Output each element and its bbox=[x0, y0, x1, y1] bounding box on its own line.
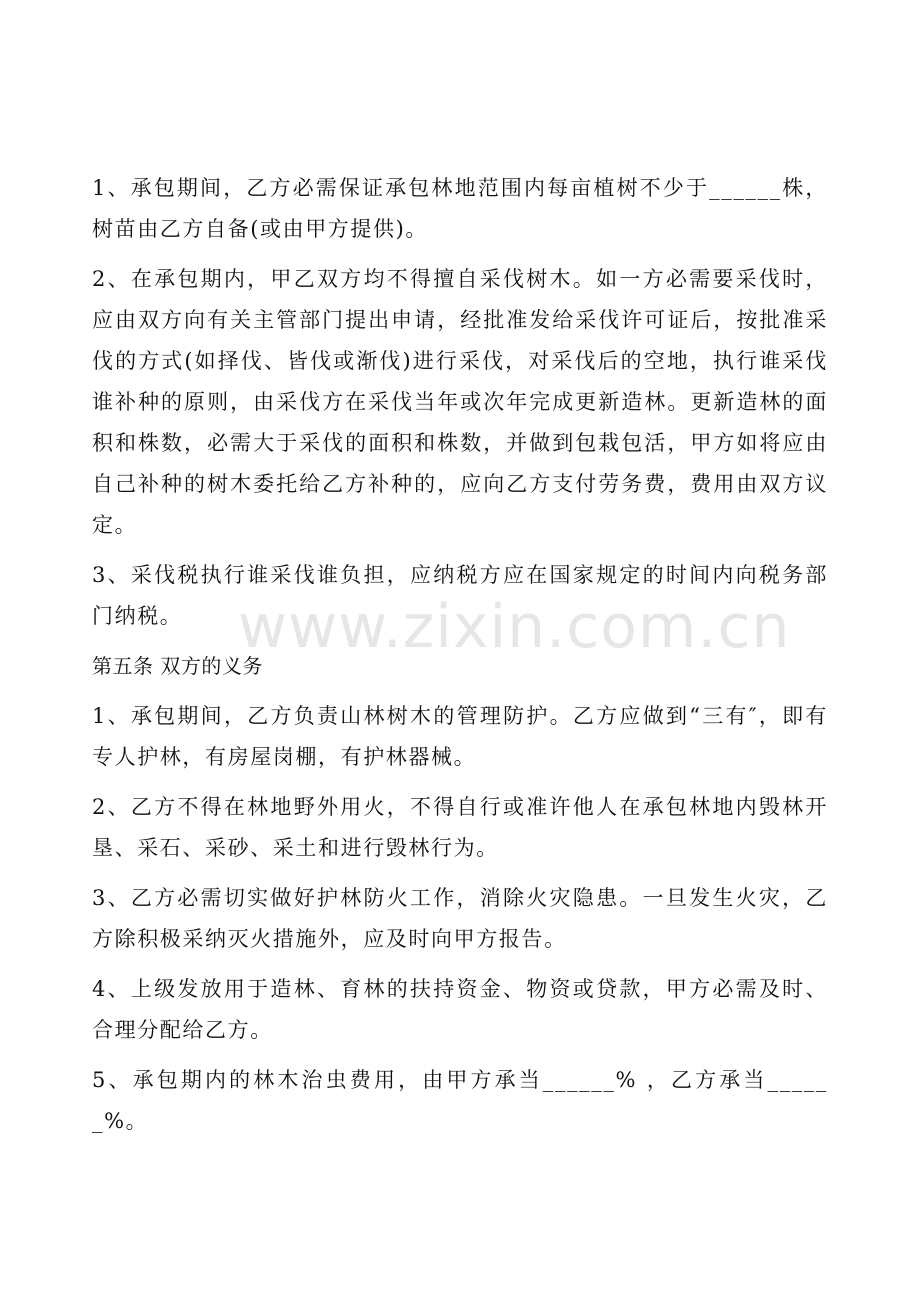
section-heading: 第五条 双方的义务 bbox=[92, 654, 263, 678]
obligation-paragraph-4: 4、上级发放用于造林、育林的扶持资金、物资或贷款，甲方必需及时、合理分配给乙方。 bbox=[92, 977, 828, 1042]
clause-paragraph-1: 1、承包期间，乙方必需保证承包林地范围内每亩植树不少于______株，树苗由乙方自备(或由甲方提供)。 bbox=[92, 176, 828, 241]
obligation-paragraph-3: 3、乙方必需切实做好护林防火工作，消除火灾隐患。一旦发生火灾，乙方除积极采纳灭火措施外，应及时向甲方报告。 bbox=[92, 886, 828, 951]
obligation-paragraph-5: 5、承包期内的林木治虫费用，由甲方承当______% ，乙方承当______%。 bbox=[92, 1068, 828, 1133]
clause-paragraph-2: 2、在承包期内，甲乙双方均不得擅自采伐树木。如一方必需要采伐时，应由双方向有关主管部门提出申请，经批准发给采伐许可证后，按批准采伐的方式(如择伐、皆伐或渐伐)进行采伐，对采伐后的空地，执行谁采伐谁补种的原则，由采伐方在采伐当年或次年完成更新造林。更新造林的面积和株数，必需大于采伐的面积和株数，并做到包栽包活，甲方如将应由自己补种的树木委托给乙方补种的，应向乙方支付劳务费，费用由双方议定。 bbox=[92, 267, 828, 537]
clause-paragraph-3: 3、采伐税执行谁采伐谁负担，应纳税方应在国家规定的时间内向税务部门纳税。 bbox=[92, 563, 828, 628]
obligation-paragraph-2: 2、乙方不得在林地野外用火，不得自行或准许他人在承包林地内毁林开垦、采石、采砂、采土和进行毁林行为。 bbox=[92, 795, 828, 860]
watermark: www.zixin.com.cn bbox=[238, 592, 791, 662]
document-body bbox=[92, 168, 828, 1151]
obligation-paragraph-1: 1、承包期间，乙方负责山林树木的管理防护。乙方应做到“三有″，即有专人护林，有房屋岗棚，有护林器械。 bbox=[92, 704, 828, 769]
